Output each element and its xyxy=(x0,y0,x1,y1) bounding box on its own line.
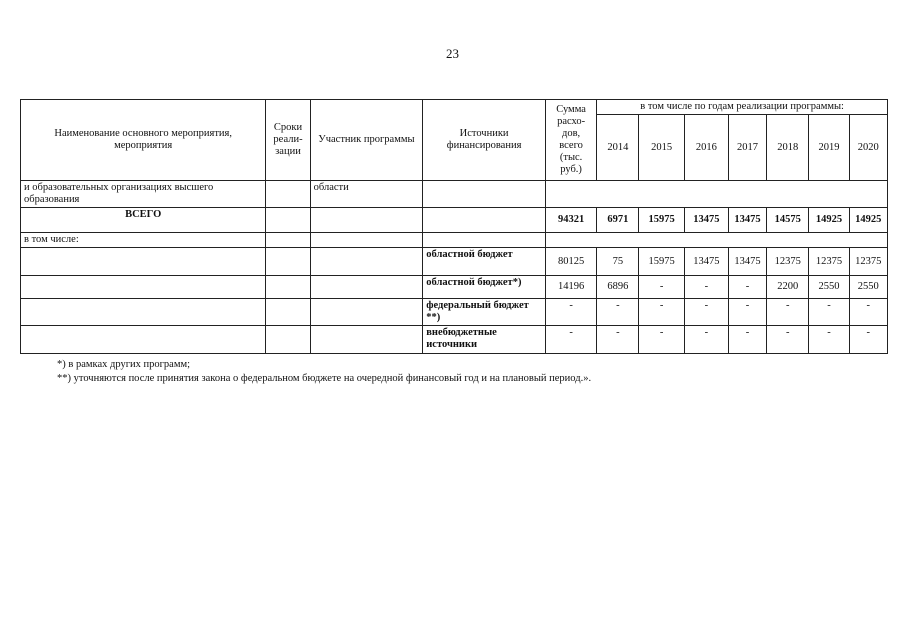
header-sum: Сумма расхо-дов, всего (тыс. руб.) xyxy=(545,100,596,181)
header-row-1 xyxy=(21,100,888,115)
total-2016: 13475 xyxy=(684,208,728,233)
budget-table xyxy=(20,99,888,354)
source-value: - xyxy=(728,299,766,326)
source-sum: 14196 xyxy=(545,276,596,299)
source-value: - xyxy=(684,299,728,326)
source-value: - xyxy=(639,299,684,326)
total-label: ВСЕГО xyxy=(21,208,266,233)
year-2018: 2018 xyxy=(767,115,809,181)
header-by-years: в том числе по годам реализации программы: xyxy=(597,100,888,115)
header-name: Наименование основного мероприятия, мероприятия xyxy=(21,100,266,181)
source-value: 2550 xyxy=(809,276,849,299)
source-value: - xyxy=(767,326,809,353)
source-value: 2200 xyxy=(767,276,809,299)
continuation-row xyxy=(21,181,888,208)
total-2018: 14575 xyxy=(767,208,809,233)
source-value: - xyxy=(639,276,684,299)
source-value: - xyxy=(728,326,766,353)
footnote-1: *) в рамках других программ; xyxy=(57,359,191,370)
source-sum: 80125 xyxy=(545,248,596,276)
source-value: 12375 xyxy=(767,248,809,276)
source-value: - xyxy=(809,326,849,353)
source-value: - xyxy=(597,326,639,353)
source-value: - xyxy=(639,326,684,353)
source-value: 13475 xyxy=(684,248,728,276)
source-label: внебюджетные источники xyxy=(423,326,546,353)
header-sources: Источники финансирования xyxy=(423,100,546,181)
including-row xyxy=(21,233,888,248)
source-row-offbudget xyxy=(21,326,888,353)
year-2017: 2017 xyxy=(728,115,766,181)
source-value: 12375 xyxy=(809,248,849,276)
year-2020: 2020 xyxy=(849,115,887,181)
source-value: - xyxy=(849,326,887,353)
source-value: - xyxy=(849,299,887,326)
footnote-2: **) уточняются после принятия закона о федеральном бюджете на очередной финансовый год и на плановый период.». xyxy=(57,373,592,384)
total-2020: 14925 xyxy=(849,208,887,233)
source-value: - xyxy=(767,299,809,326)
source-row-regional-other xyxy=(21,276,888,299)
source-label: федеральный бюджет **) xyxy=(423,299,546,326)
year-2019: 2019 xyxy=(809,115,849,181)
total-2019: 14925 xyxy=(809,208,849,233)
header-terms: Сроки реали-зации xyxy=(266,100,310,181)
source-value: - xyxy=(728,276,766,299)
page-number: 23 xyxy=(446,46,459,61)
source-value: - xyxy=(684,276,728,299)
total-2014: 6971 xyxy=(597,208,639,233)
continuation-name: и образовательных организациях высшего образования xyxy=(21,181,266,208)
total-2017: 13475 xyxy=(728,208,766,233)
source-sum: - xyxy=(545,299,596,326)
source-value: 6896 xyxy=(597,276,639,299)
total-sum: 94321 xyxy=(545,208,596,233)
total-2015: 15975 xyxy=(639,208,684,233)
year-2014: 2014 xyxy=(597,115,639,181)
source-label: областной бюджет xyxy=(423,248,546,276)
continuation-participant: области xyxy=(310,181,423,208)
source-row-regional xyxy=(21,248,888,276)
source-sum: - xyxy=(545,326,596,353)
source-value: 13475 xyxy=(728,248,766,276)
source-row-federal xyxy=(21,299,888,326)
header-participant: Участник программы xyxy=(310,100,423,181)
year-2015: 2015 xyxy=(639,115,684,181)
source-value: 2550 xyxy=(849,276,887,299)
source-label: областной бюджет*) xyxy=(423,276,546,299)
including-label: в том числе: xyxy=(21,233,266,248)
source-value: - xyxy=(684,326,728,353)
year-2016: 2016 xyxy=(684,115,728,181)
source-value: - xyxy=(597,299,639,326)
source-value: - xyxy=(809,299,849,326)
total-row xyxy=(21,208,888,233)
source-value: 12375 xyxy=(849,248,887,276)
source-value: 15975 xyxy=(639,248,684,276)
source-value: 75 xyxy=(597,248,639,276)
